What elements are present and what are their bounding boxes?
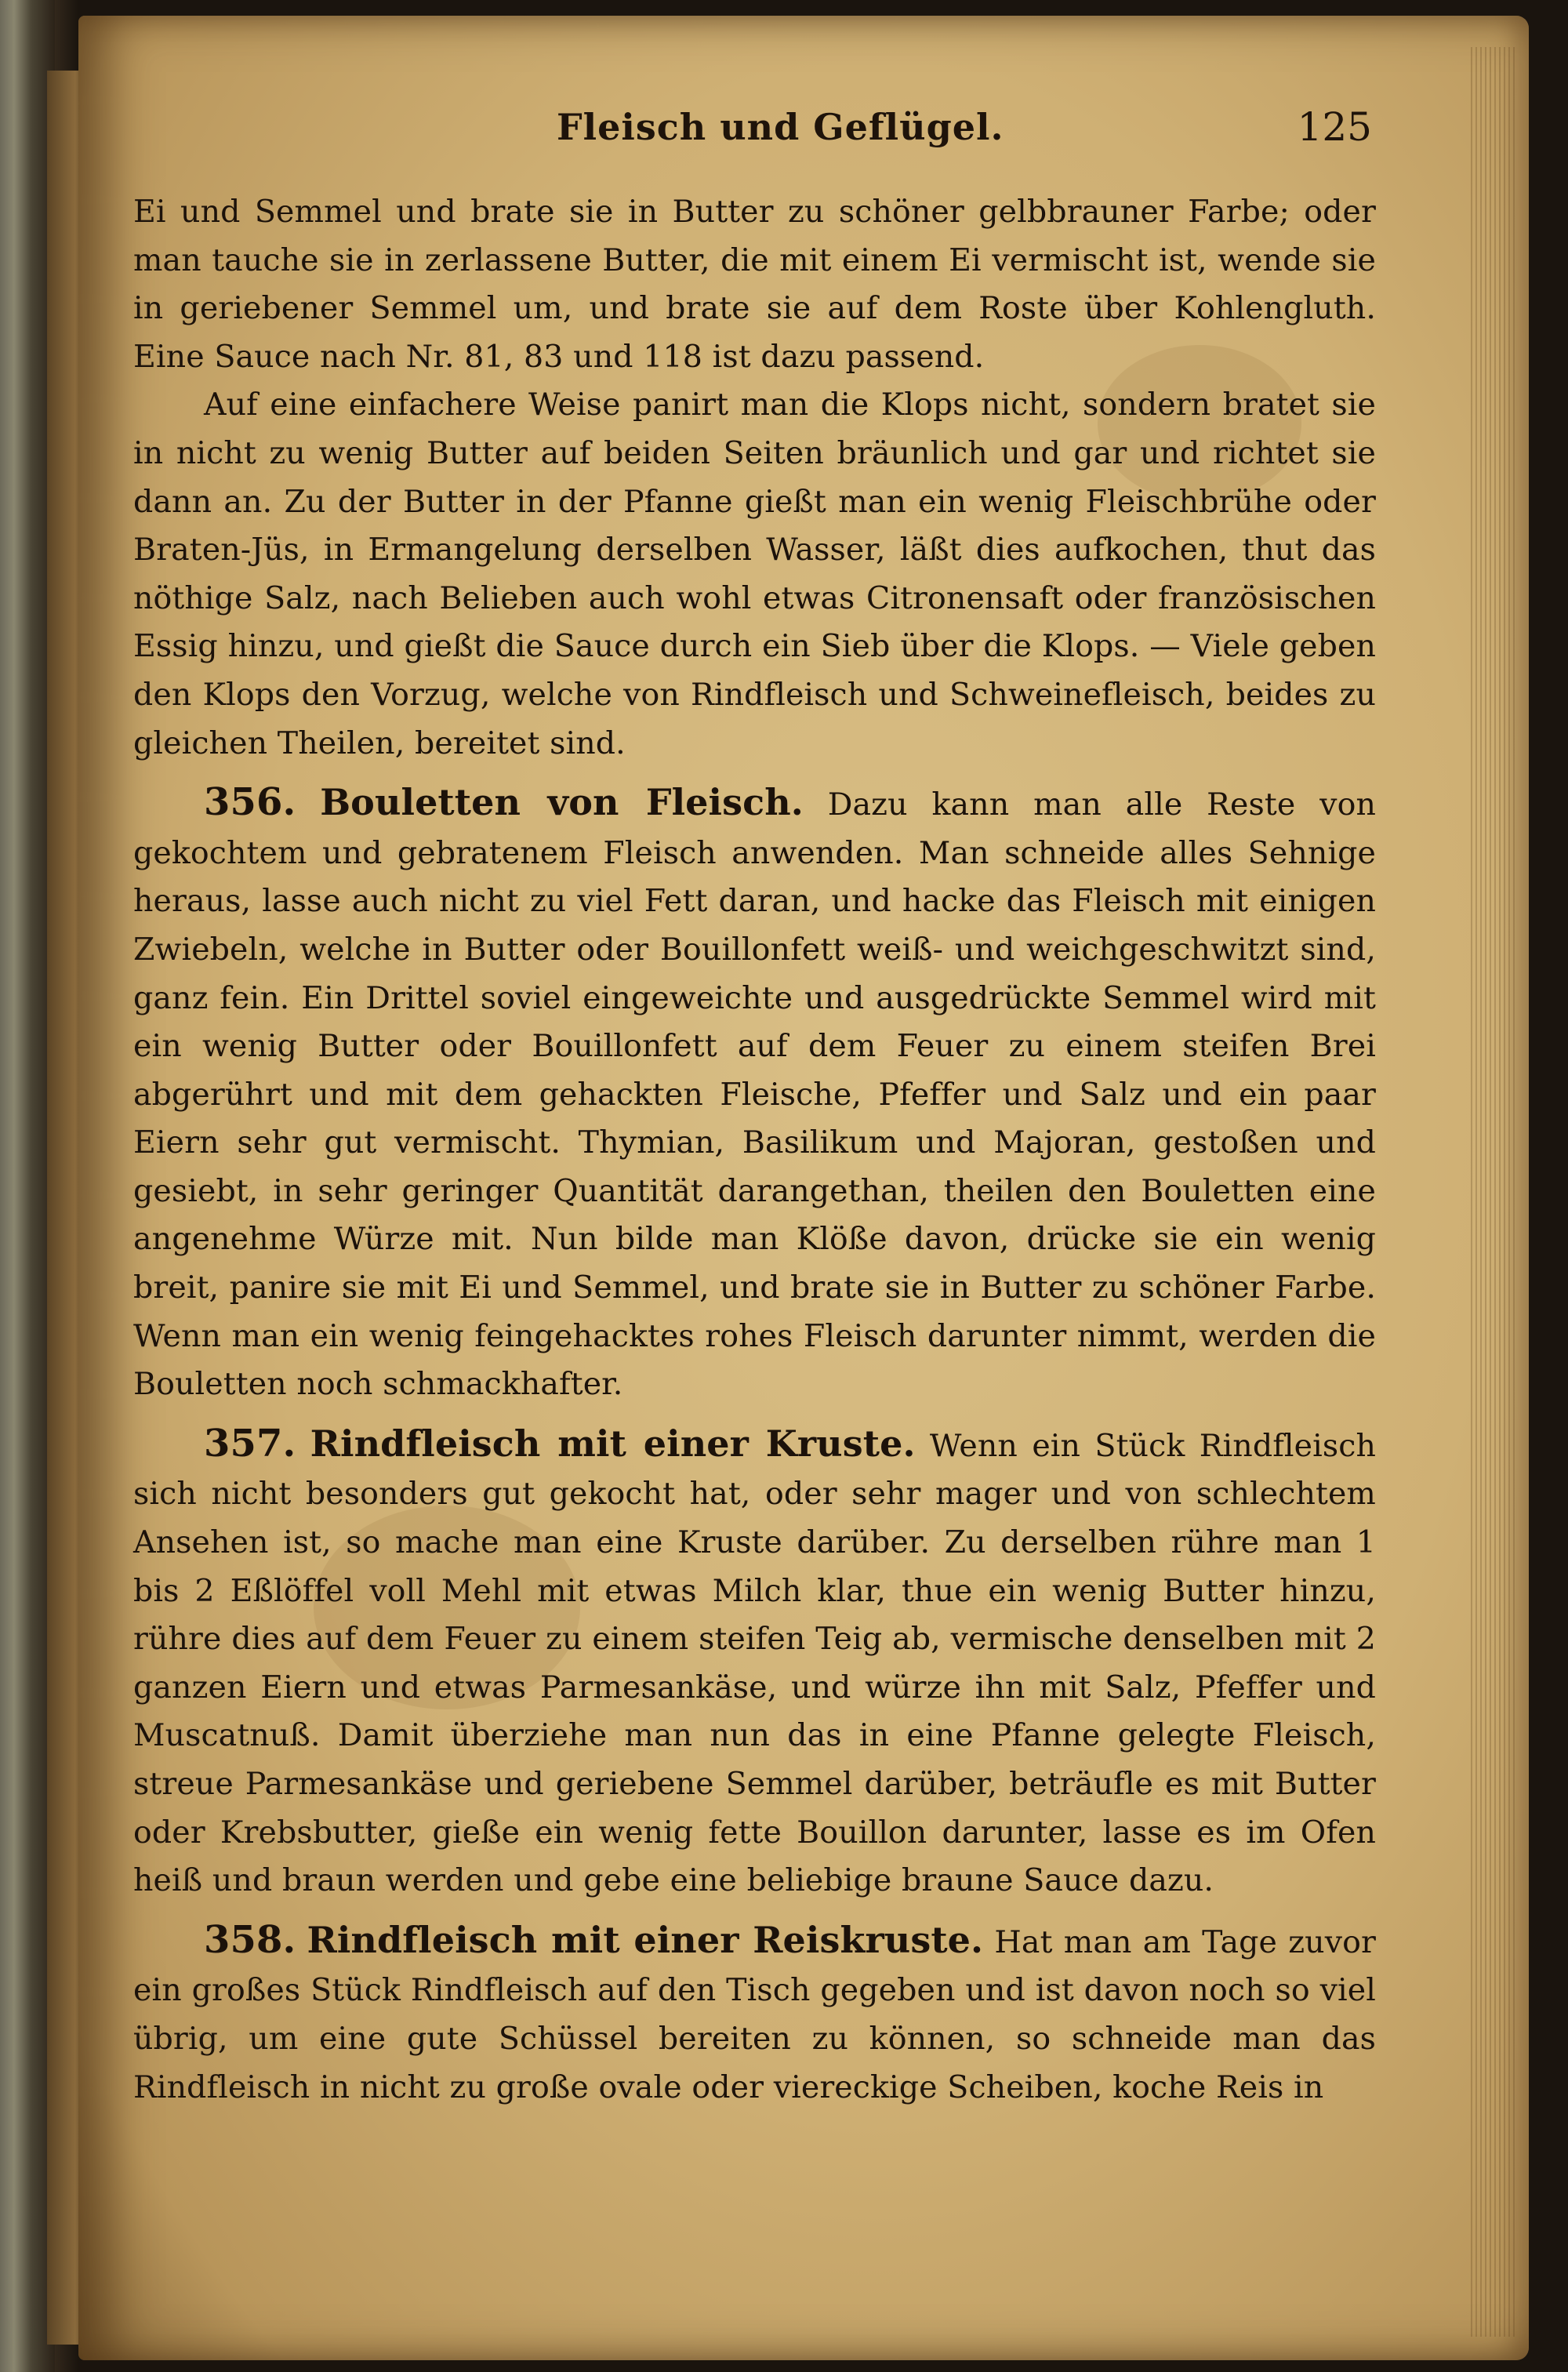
recipe-text: Dazu kann man alle Reste von gekochtem und gebratenem Fleisch anwenden. Man schneide alles Sehnige heraus, lasse auch nicht zu viel Fett daran, und hacke das Fleisch mit einigen Zwiebeln, welche in Butter oder Bouillonfett weiß- und weichgeschwitzt sind, ganz fein. Ein Drittel soviel eingeweichte und ausgedrückte Semmel wird mit ein wenig Butter oder Bouillonfett auf dem Feuer zu einem steifen Brei abgerührt und mit dem gehackten Fleische, Pfeffer und Salz und ein paar Eiern sehr gut vermischt. Thymian, Basilikum und Majoran, gestoßen und gesiebt, in sehr geringer Quantität darangethan, theilen den Bouletten eine angenehme Würze mit. Nun bilde man Klöße davon, drücke sie ein wenig breit, panire sie mit Ei und Semmel, und brate sie in Butter zu schöner Farbe. Wenn man ein wenig feingehacktes rohes Fleisch darunter nimmt, werden die Bouletten noch schmackhafter.: [133, 786, 1377, 1403]
recipe-text: Wenn ein Stück Rindfleisch sich nicht besonders gut gekocht hat, oder sehr mager und von schlechtem Ansehen ist, so mache man eine Kruste darüber. Zu derselben rühre man 1 bis 2 Eßlöffel voll Mehl mit etwas Milch klar, thue ein wenig Butter hinzu, rühre dies auf dem Feuer zu einem steifen Teig ab, vermische denselben mit 2 ganzen Eiern und etwas Parmesankäse, und würze ihn mit Salz, Pfeffer und Muscatnuß. Damit überziehe man nun das in eine Pfanne gelegte Fleisch, streue Parmesankäse und geriebene Semmel darüber, beträufle es mit Butter oder Krebsbutter, gieße ein wenig fette Bouillon darunter, lasse es im Ofen heiß und braun werden und gebe eine beliebige braune Sauce dazu.: [133, 1427, 1376, 1899]
recipe-356: [133, 779, 1376, 1409]
recipe-text: Hat man am Tage zuvor ein großes Stück Rindfleisch auf den Tisch gegeben und ist davon noch so viel übrig, um eine gute Schüssel bereiten zu können, so schneide man das Rindfleisch in nicht zu große ovale oder viereckige Scheiben, koche Reis in: [133, 1923, 1376, 2105]
recipe-number: 358.: [204, 1917, 296, 1962]
body-text: [133, 188, 1376, 2112]
page-fore-edge: [1471, 47, 1518, 2337]
recipe-number: 356.: [204, 780, 296, 825]
recipe-title: Bouletten von Fleisch.: [320, 781, 804, 824]
recipe-357: [133, 1420, 1376, 1905]
recipe-358: [133, 1916, 1376, 2112]
recipe-title: Rindfleisch mit einer Kruste.: [310, 1422, 916, 1465]
paragraph-continued: Ei und Semmel und brate sie in Butter zu schöner gelbbrauner Farbe; oder man tauche sie in zerlassene Butter, die mit einem Ei vermischt ist, wende sie in geriebener Semmel um, und brate sie auf dem Roste über Kohlengluth. Eine Sauce nach Nr. 81, 83 und 118 ist dazu passend.: [133, 194, 1376, 375]
paragraph: Auf eine einfachere Weise panirt man die Klops nicht, sondern bratet sie in nicht zu wenig Butter auf beiden Seiten bräunlich und gar und richtet sie dann an. Zu der Butter in der Pfanne gießt man ein wenig Fleischbrühe oder Braten-Jüs, in Ermangelung derselben Wasser, läßt dies aufkochen, thut das nöthige Salz, nach Belieben auch wohl etwas Citronensaft oder französischen Essig hinzu, und gießt die Sauce durch ein Sieb über die Klops. — Viele geben den Klops den Vorzug, welche von Rindfleisch und Schweinefleisch, beides zu gleichen Theilen, bereitet sind.: [133, 387, 1376, 761]
recipe-number: 357.: [204, 1421, 296, 1466]
page-header: [133, 106, 1388, 161]
page-number: 125: [1297, 104, 1372, 150]
recipe-title: Rindfleisch mit einer Reiskruste.: [307, 1918, 984, 1961]
running-title: Fleisch und Geflügel.: [557, 106, 1004, 148]
